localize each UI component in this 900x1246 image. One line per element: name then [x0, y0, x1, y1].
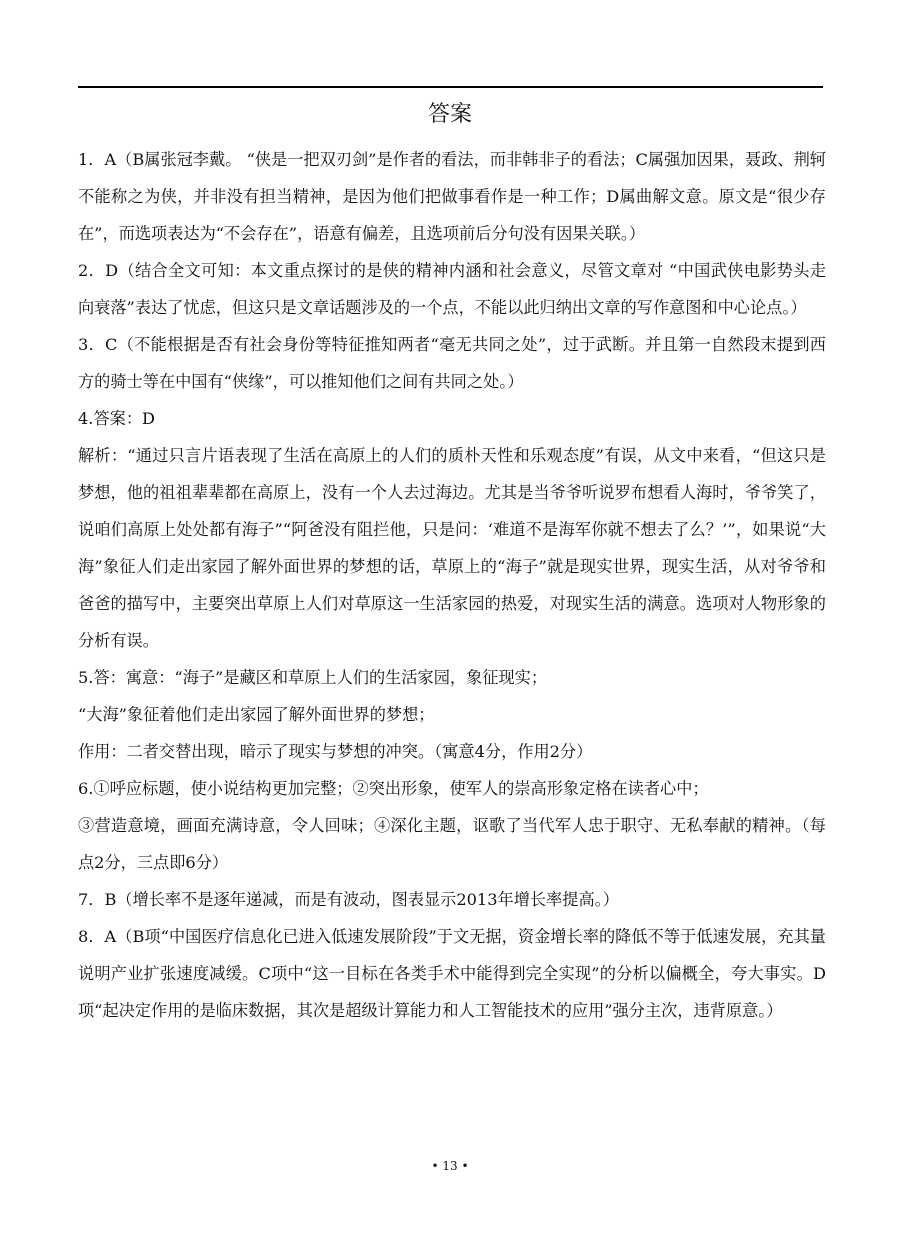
answer-8: 8．A（B项“中国医疗信息化已进入低速发展阶段”于文无据，资金增长率的降低不等于低速发展，充其量说明产业扩张速度减缓。C项中“这一目标在各类手术中能得到完全实现”的分析以偏概全，夸大事实。D项“起决定作用的是临床数据，其次是超级计算能力和人工智能技术的应用”强分主次，违背原意。） [78, 927, 826, 1020]
answer-4: 4.答案：D [78, 409, 155, 428]
answer-3: 3．C（不能根据是否有社会身份等特征推知两者“毫无共同之处”，过于武断。并且第一自然段末提到西方的骑士等在中国有“侠缘”，可以推知他们之间有共同之处。） [78, 335, 826, 391]
answer-6-line1: 6.①呼应标题，使小说结构更加完整；②突出形象，使军人的崇高形象定格在读者心中； [78, 779, 709, 798]
answer-4-analysis: 解析：“通过只言片语表现了生活在高原上的人们的质朴天性和乐观态度”有误，从文中来看，“但这只是梦想，他的祖祖辈辈都在高原上，没有一个人去过海边。尤其是当爷爷听说罗布想看人海时，爷爷笑了，说咱们高原上处处都有海子”“阿爸没有阻拦他，只是问：‘难道不是海军你就不想去了么？’”，如果说“大海”象征人们走出家园了解外面世界的梦想的话，草原上的“海子”就是现实世界，现实生活，从对爷爷和爸爸的描写中，主要突出草原上人们对草原这一生活家园的热爱，对现实生活的满意。选项对人物形象的分析有误。 [78, 446, 826, 650]
header-rule [78, 86, 823, 88]
answer-5-meaning: 5.答：寓意：“海子”是藏区和草原上人们的生活家园，象征现实； [78, 668, 548, 687]
answer-6-line2: ③营造意境，画面充满诗意，令人回味；④深化主题，讴歌了当代军人忠于职守、无私奉献的精神。（每点2分，三点即6分） [78, 816, 826, 872]
page-title: 答案 [427, 102, 472, 127]
answer-2: 2．D（结合全文可知：本文重点探讨的是侠的精神内涵和社会意义，尽管文章对 “中国武侠电影势头走向衰落”表达了忧虑，但这只是文章话题涉及的一个点，不能以此归纳出文章的写作意图和中心论点。） [78, 261, 826, 317]
answer-1: 1．A（B属张冠李戴。 “侠是一把双刃剑”是作者的看法，而非韩非子的看法；C属强加因果，聂政、荆轲不能称之为侠，并非没有担当精神，是因为他们把做事看作是一种工作；D属曲解文意。原文是“很少存在”，而选项表达为“不会存在”，语意有偏差，且选项前后分句没有因果关联。） [78, 150, 826, 243]
answer-content [78, 141, 826, 1029]
answer-5-function: 作用：二者交替出现，暗示了现实与梦想的冲突。（寓意4分，作用2分） [78, 742, 593, 761]
answer-5-sea: “大海”象征着他们走出家园了解外面世界的梦想； [78, 705, 435, 724]
page-number: • 13 • [431, 1159, 469, 1173]
answer-7: 7．B（增长率不是逐年递减，而是有波动，图表显示2013年增长率提高。） [78, 890, 619, 909]
